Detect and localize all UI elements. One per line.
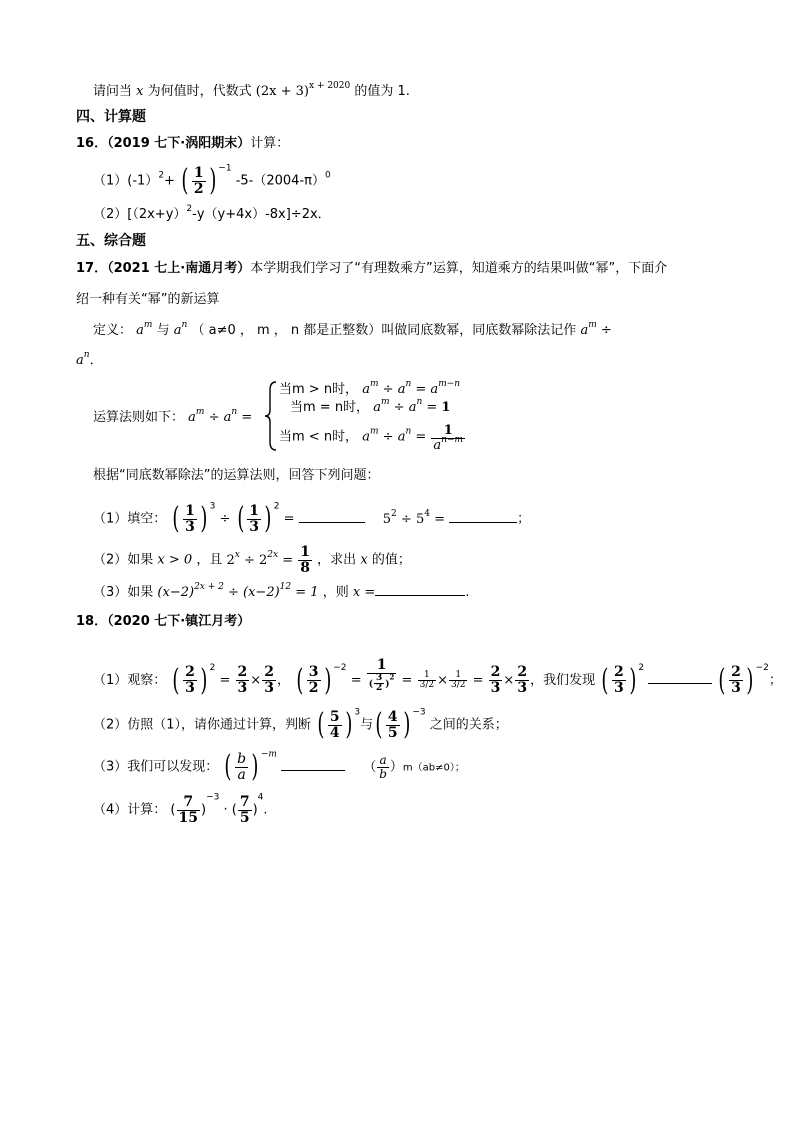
top-question-line: 请问当 x 为何值时，代数式 $(2x + 3)^{x + 2020}$ 的值为 1. — [93, 81, 410, 99]
question-17-sub-2: （2）如果 x > 0 ，且 $2^x \div 2^{2x}$ = $\frac{1}{8}$ ，求出 x 的值； — [93, 544, 411, 576]
according-text: 根据“同底数幂除法”的运算法则，回答下列问题： — [93, 468, 380, 483]
question-16-header: 16．（2019 七下·涡阳期末）计算： — [76, 136, 290, 151]
blank-3[interactable] — [375, 581, 465, 596]
blank-1b[interactable] — [449, 508, 517, 523]
question-17-sub-3: （3）如果 $(x-2)^{2x + 2} \div (x-2)^{12} = 1$ ，则 x = . — [93, 582, 470, 600]
section-4-title: 四、计算题 — [76, 109, 146, 125]
question-17-intro: 17．（2021 七上·南通月考）本学期我们学习了“有理数乘方”运算，知道乘方的结果叫做“幂”，下面介 — [76, 261, 668, 276]
blank-1a[interactable] — [299, 508, 365, 523]
question-18-header: 18．（2020 七下·镇江月考） — [76, 614, 251, 629]
expression: $(2x + 3)^{x + 2020}$ — [255, 81, 351, 99]
blank-18-3[interactable] — [281, 756, 345, 771]
question-18-sub-4: （4）计算： ( $\frac{7}{15}$ )$^{-3}$ · ( $\frac{7}{5}$ )$^4$. — [93, 792, 268, 826]
question-17-sub-1: （1）填空： ( $\frac{1}{3}$ ) $^3$ ÷ ( $\frac{1}{3}$ ) $^2 = 5^2 \div 5^4$ = ； — [93, 501, 531, 537]
rule-case-2: 当m = n时， $a^m \div a^n = 1$ — [290, 397, 451, 415]
rule-case-3: 当m < n时， $a^m \div a^n$ = $\frac{1}{a^{n-m}}$ — [279, 423, 464, 453]
question-18-sub-1: （1）观察： ( $\frac{2}{3}$ ) $^2$ = $\frac{2}{3}$ × $\frac{2}{3}$ ， ( $\frac{3}{2}$ ) $^{-2}$ = 1 ( $\frac{3}{2}$ )$^2$ = $\frac{1}{3/2}$ × $\frac{1}{3/2}$ = $\frac{2}{3}$ × $\frac{2}{3}$ ，我们发现 ( $\frac{2}{3}$ ) $^2$ ( $\frac{2}{3}$ ) $^{-2}$； — [93, 657, 782, 698]
section-5-title: 五、综合题 — [76, 233, 146, 249]
question-16-part-1: （1）(-1）$^2$+ ( $\frac{1}{2}$ ) $^{-1}$ $-5-(2004-\pi)^0$ — [93, 163, 331, 199]
question-17-definition: 定义： $a^m$ 与 $a^n$ （ a≠0 ， m ， n 都是正整数）叫做同底数幂，同底数幂除法记作 $a^m$ ÷ — [93, 320, 612, 338]
question-17-definition-2: $a^n$． — [76, 350, 103, 368]
question-18-sub-2: （2）仿照（1），请你通过计算，判断 ( $\frac{5}{4}$ ) $^3$与( $\frac{4}{5}$ ) $^{-3}$ 之间的关系； — [93, 707, 508, 743]
question-17-intro-2: 绍一种有关“幂”的新运算 — [76, 292, 220, 307]
question-16-part-2: $(2)[(2x+y)^2-y(y+4x)-8x]\div 2x$． — [93, 204, 331, 222]
question-18-sub-3: （3）我们可以发现： ( $\frac{b}{a}$ ) $^{-m}$ （ $\frac{a}{b}$ ）m（ab≠0）； — [93, 749, 465, 785]
blank-18-1[interactable] — [648, 669, 712, 684]
rule-label: 运算法则如下： $a^m \div a^n$ = — [93, 407, 253, 425]
rule-case-1: 当m > n时， $a^m \div a^n = a^{m-n}$ — [279, 379, 461, 397]
left-brace — [264, 380, 278, 452]
